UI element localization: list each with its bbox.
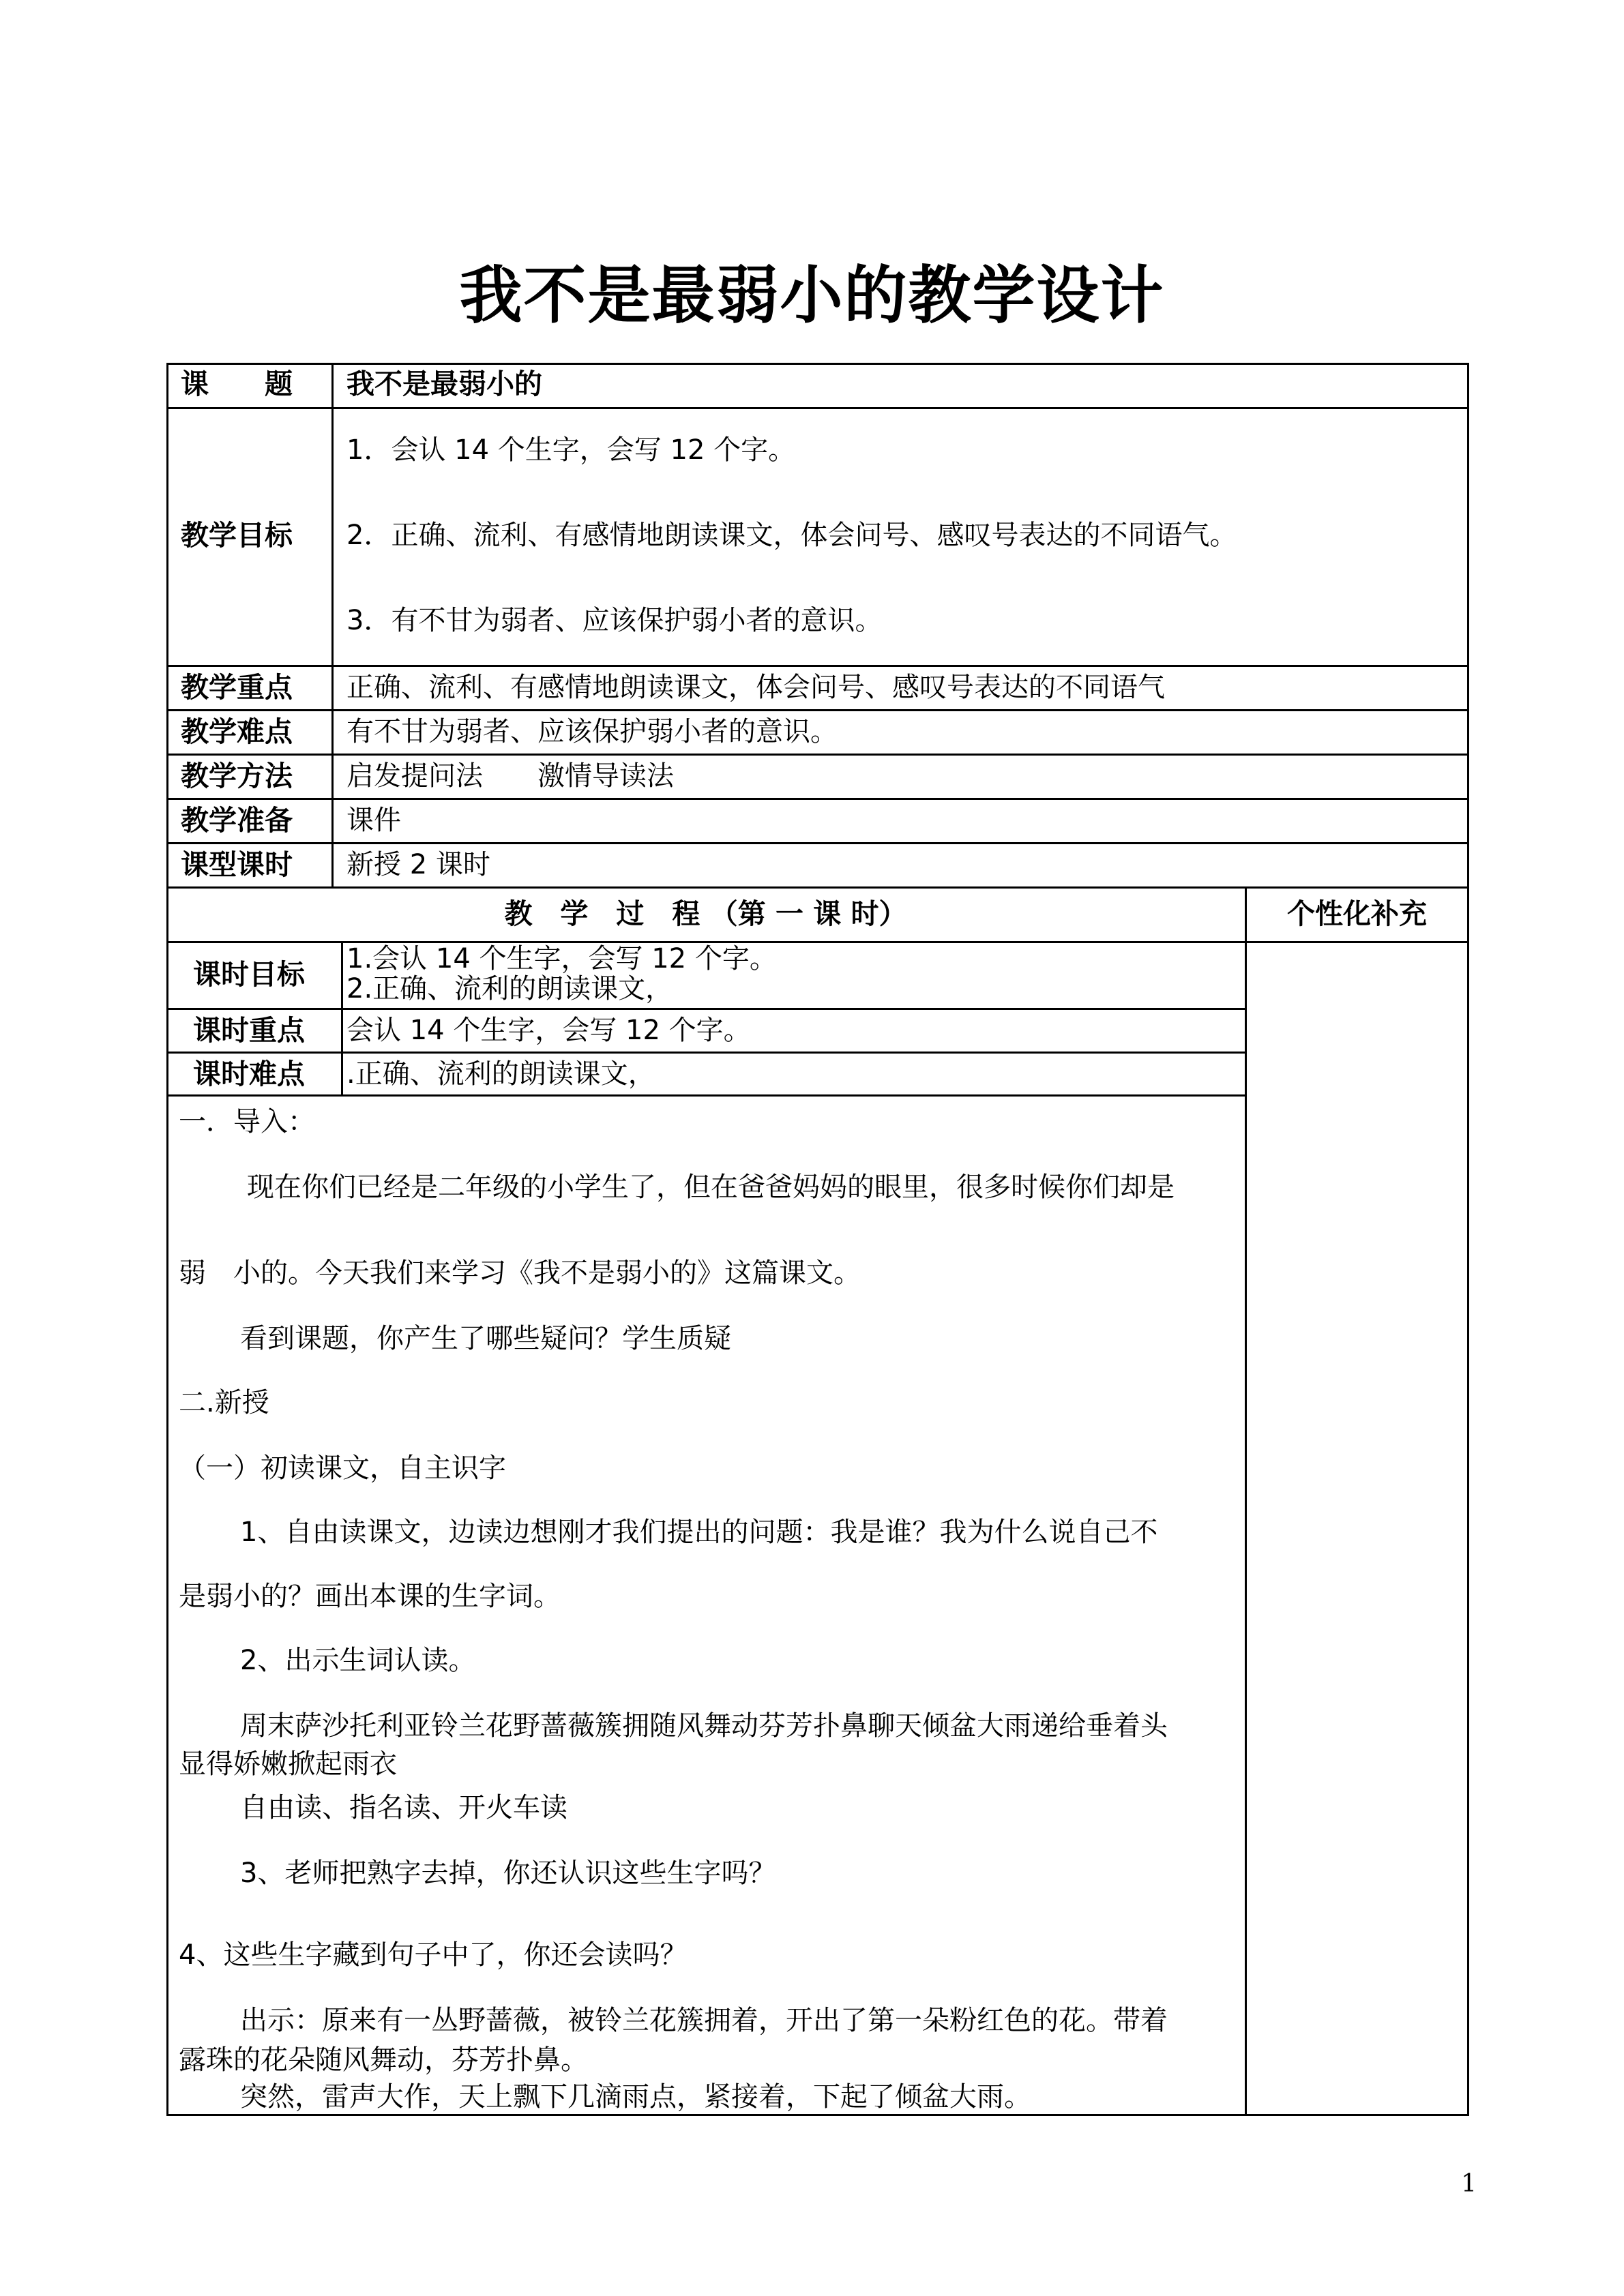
key-points-label: 教学重点 [181,671,293,704]
intro-question: 看到课题，你产生了哪些疑问？学生质疑 [240,1323,731,1354]
word-list-line: 周末萨沙托利亚铃兰花野蔷薇簇拥随风舞动芬芳扑鼻聊天倾盆大雨递给垂着头 [240,1710,1168,1742]
period-goal-line: 1.会认 14 个生字，会写 12 个字。 [346,943,777,974]
step-1-cont: 是弱小的？画出本课的生字词。 [179,1581,561,1612]
period-difficulty-value: .正确、流利的朗读课文， [346,1058,655,1090]
shown-sentence-line: 露珠的花朵随风舞动，芬芳扑鼻。 [179,2044,588,2076]
topic-label: 课 题 [181,368,293,400]
page-number: 1 [1461,2170,1477,2198]
period-difficulty-label: 课时难点 [193,1058,305,1090]
new-lesson-heading: 二.新授 [179,1387,269,1418]
period-key-value: 会认 14 个生字，会写 12 个字。 [346,1015,751,1046]
step-3: 3、老师把熟字去掉，你还认识这些生字吗？ [240,1858,776,1889]
supplement-header: 个性化补充 [1287,897,1427,930]
period-goal-label: 课时目标 [193,958,305,991]
preparation-value: 课件 [346,805,401,836]
shown-sentence-line: 出示：原来有一丛野蔷薇，被铃兰花簇拥着，开出了第一朵粉红色的花。带着 [240,2005,1168,2036]
objective-item: 1．会认 14 个生字，会写 12 个字。 [346,434,796,466]
key-points-value: 正确、流利、有感情地朗读课文，体会问号、感叹号表达的不同语气 [346,672,1165,703]
objectives-label: 教学目标 [181,519,293,552]
sub-heading: （一）初读课文，自主识字 [179,1452,506,1484]
step-4: 4、这些生字藏到句子中了，你还会读吗？ [179,1939,688,1971]
word-list-line: 显得娇嫩掀起雨衣 [179,1748,397,1780]
period-key-label: 课时重点 [193,1014,305,1047]
step-2: 2、出示生词认读。 [240,1645,476,1676]
methods-label: 教学方法 [181,760,293,792]
difficulties-label: 教学难点 [181,715,293,748]
lesson-type-label: 课型课时 [181,848,293,881]
process-header: 教 学 过 程 （第 一 课 时） [504,897,907,930]
intro-heading: 一．导入： [179,1106,315,1137]
lesson-type-value: 新授 2 课时 [346,849,490,880]
objective-item: 2．正确、流利、有感情地朗读课文，体会问号、感叹号表达的不同语气。 [346,520,1237,551]
document-title: 我不是最弱小的教学设计 [459,259,1165,332]
methods-value: 启发提问法 激情导读法 [346,760,674,792]
intro-paragraph: 现在你们已经是二年级的小学生了，但在爸爸妈妈的眼里，很多时候你们却是 [247,1172,1175,1203]
reading-modes: 自由读、指名读、开火车读 [240,1792,567,1823]
objective-item: 3．有不甘为弱者、应该保护弱小者的意识。 [346,605,883,636]
period-goal-line: 2.正确、流利的朗读课文， [346,973,673,1004]
topic-value: 我不是最弱小的 [346,368,542,400]
difficulties-value: 有不甘为弱者、应该保护弱小者的意识。 [346,716,838,747]
shown-sentence-line: 突然，雷声大作，天上飘下几滴雨点，紧接着，下起了倾盆大雨。 [240,2081,1031,2113]
preparation-label: 教学准备 [181,804,293,837]
step-1: 1、自由读课文，边读边想刚才我们提出的问题：我是谁？我为什么说自己不 [240,1517,1158,1548]
intro-paragraph-cont: 弱 小的。今天我们来学习《我不是弱小的》这篇课文。 [179,1257,861,1289]
